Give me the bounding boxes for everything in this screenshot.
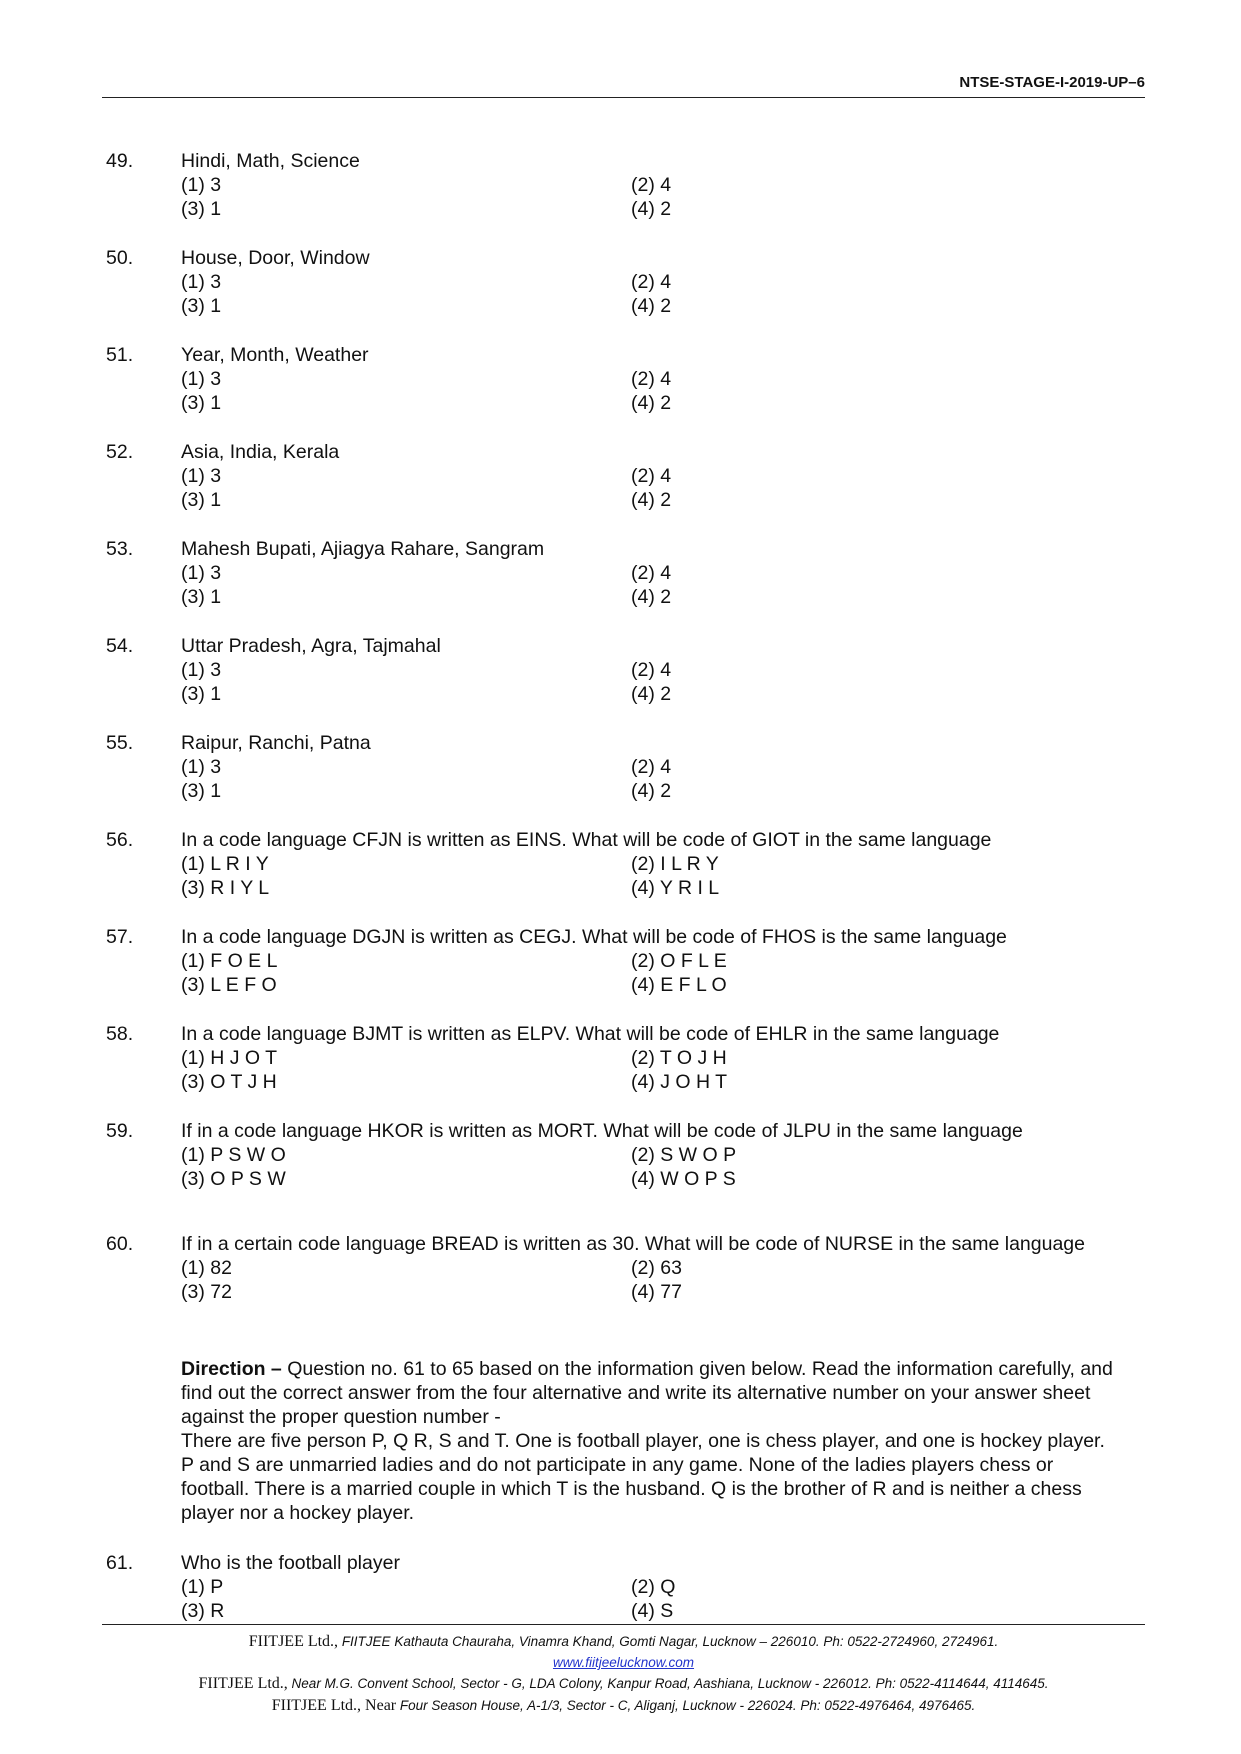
- answer-option: (2) 4: [631, 271, 672, 293]
- option-grid: [181, 1575, 1146, 1623]
- answer-option: (3) O P S W: [181, 1168, 286, 1190]
- question-item: [106, 149, 1146, 221]
- answer-option: (4) 2: [631, 198, 672, 220]
- answer-option: (2) O F L E: [631, 950, 727, 972]
- question-stem: In a code language DGJN is written as CEGJ. What will be code of FHOS is the same language: [181, 926, 1007, 948]
- option-grid: [181, 658, 1146, 706]
- question-stem: Raipur, Ranchi, Patna: [181, 732, 371, 754]
- footer-brand: FIITJEE Ltd.,: [271, 1697, 362, 1714]
- answer-option: (4) S: [631, 1600, 674, 1622]
- question-stem: If in a code language HKOR is written as MORT. What will be code of JLPU in the same language: [181, 1120, 1023, 1142]
- question-number: 52.: [106, 441, 134, 463]
- direction-label: Direction –: [181, 1358, 282, 1380]
- answer-option: (3) 1: [181, 489, 222, 511]
- question-item: [106, 246, 1146, 318]
- question-number: 57.: [106, 926, 134, 948]
- question-stem: Uttar Pradesh, Agra, Tajmahal: [181, 635, 441, 657]
- answer-option: (1) P S W O: [181, 1144, 286, 1166]
- question-stem: House, Door, Window: [181, 247, 370, 269]
- question-number: 58.: [106, 1023, 134, 1045]
- question-item: [106, 1022, 1146, 1094]
- question-stem: Hindi, Math, Science: [181, 150, 360, 172]
- option-grid: [181, 173, 1146, 221]
- answer-option: (3) 1: [181, 586, 222, 608]
- answer-option: (2) 63: [631, 1257, 682, 1279]
- question-stem: Year, Month, Weather: [181, 344, 369, 366]
- answer-option: (1) 3: [181, 465, 222, 487]
- question-number: 50.: [106, 247, 134, 269]
- answer-option: (1) H J O T: [181, 1047, 278, 1069]
- answer-option: (3) O T J H: [181, 1071, 277, 1093]
- footer-brand: FIITJEE Ltd.,: [248, 1633, 339, 1650]
- question-number: 51.: [106, 344, 134, 366]
- answer-option: (4) W O P S: [631, 1168, 736, 1190]
- answer-option: (3) L E F O: [181, 974, 277, 996]
- option-grid: [181, 270, 1146, 318]
- answer-option: (3) R I Y L: [181, 877, 270, 899]
- footer-line-3: [102, 1697, 1145, 1715]
- answer-option: (4) E F L O: [631, 974, 727, 996]
- answer-option: (1) 3: [181, 659, 222, 681]
- option-grid: [181, 1143, 1146, 1191]
- question-number: 53.: [106, 538, 134, 560]
- question-item: [106, 731, 1146, 803]
- answer-option: (2) T O J H: [631, 1047, 727, 1069]
- question-item: [106, 828, 1146, 900]
- question-stem: If in a certain code language BREAD is written as 30. What will be code of NURSE in the same language: [181, 1233, 1085, 1255]
- question-item: [106, 634, 1146, 706]
- option-grid: [181, 852, 1146, 900]
- footer-divider: [102, 1624, 1145, 1625]
- question-number: 61.: [106, 1552, 134, 1574]
- question-number: 56.: [106, 829, 134, 851]
- question-number: 49.: [106, 150, 134, 172]
- footer-near: Near: [361, 1697, 397, 1714]
- question-item: [106, 537, 1146, 609]
- question-item: [106, 440, 1146, 512]
- answer-option: (4) 77: [631, 1281, 682, 1303]
- question-number: 59.: [106, 1120, 134, 1142]
- answer-option: (1) 3: [181, 562, 222, 584]
- question-stem: Asia, India, Kerala: [181, 441, 340, 463]
- answer-option: (2) 4: [631, 465, 672, 487]
- answer-option: (2) 4: [631, 562, 672, 584]
- answer-option: (1) P: [181, 1576, 224, 1598]
- answer-option: (3) 72: [181, 1281, 232, 1303]
- footer-line-1: [102, 1633, 1145, 1651]
- answer-option: (2) 4: [631, 756, 672, 778]
- answer-option: (3) 1: [181, 683, 222, 705]
- footer-line-2: [102, 1675, 1145, 1693]
- answer-option: (4) 2: [631, 295, 672, 317]
- question-stem: Mahesh Bupati, Ajiagya Rahare, Sangram: [181, 538, 545, 560]
- answer-option: (4) 2: [631, 586, 672, 608]
- answer-option: (2) 4: [631, 174, 672, 196]
- answer-option: (3) R: [181, 1600, 225, 1622]
- question-item: [106, 1551, 1146, 1623]
- answer-option: (2) 4: [631, 659, 672, 681]
- question-stem: In a code language BJMT is written as ELPV. What will be code of EHLR in the same language: [181, 1023, 1000, 1045]
- answer-option: (1) 3: [181, 271, 222, 293]
- question-item: [106, 925, 1146, 997]
- direction-text: Question no. 61 to 65 based on the information given below. Read the information carefully, and find out the correct answer from the four alternative and write its alternative number on your answer sheet against the proper question number -: [181, 1358, 1113, 1428]
- footer-website-line: [102, 1655, 1145, 1672]
- answer-option: (4) 2: [631, 683, 672, 705]
- answer-option: (3) 1: [181, 198, 222, 220]
- answer-option: (4) 2: [631, 489, 672, 511]
- answer-option: (3) 1: [181, 780, 222, 802]
- answer-option: (4) J O H T: [631, 1071, 728, 1093]
- question-stem: Who is the football player: [181, 1552, 400, 1574]
- answer-option: (4) 2: [631, 780, 672, 802]
- option-grid: [181, 949, 1146, 997]
- answer-option: (1) F O E L: [181, 950, 278, 972]
- question-stem: In a code language CFJN is written as EINS. What will be code of GIOT in the same language: [181, 829, 992, 851]
- answer-option: (1) 82: [181, 1257, 232, 1279]
- answer-option: (4) Y R I L: [631, 877, 720, 899]
- header-divider: [102, 97, 1145, 98]
- footer-address: Near M.G. Convent School, Sector - G, LDA Colony, Kanpur Road, Aashiana, Lucknow - 226012. Ph: 0522-4114644, 4114645.: [287, 1676, 1049, 1691]
- option-grid: [181, 1256, 1146, 1304]
- answer-option: (2) S W O P: [631, 1144, 737, 1166]
- footer-address: FIITJEE Kathauta Chauraha, Vinamra Khand, Gomti Nagar, Lucknow – 226010. Ph: 0522-2724960, 2724961.: [338, 1634, 999, 1649]
- option-grid: [181, 755, 1146, 803]
- question-number: 55.: [106, 732, 134, 754]
- direction-info: There are five person P, Q R, S and T. One is football player, one is chess player, and one is hockey player. P and S are unmarried ladies and do not participate in any game. None of the ladies players chess or football. There is a married couple in which T is the husband. Q is the brother of R and is neither a chess player nor a hockey player.: [181, 1430, 1105, 1524]
- answer-option: (2) I L R Y: [631, 853, 719, 875]
- footer-brand: FIITJEE Ltd.,: [198, 1675, 288, 1692]
- answer-option: (3) 1: [181, 392, 222, 414]
- answer-option: (1) 3: [181, 756, 222, 778]
- answer-option: (2) 4: [631, 368, 672, 390]
- option-grid: [181, 367, 1146, 415]
- answer-option: (1) 3: [181, 174, 222, 196]
- answer-option: (2) Q: [631, 1576, 676, 1598]
- footer-website-link[interactable]: www.fiitjeelucknow.com: [552, 1655, 695, 1670]
- option-grid: [181, 561, 1146, 609]
- answer-option: (1) 3: [181, 368, 222, 390]
- question-number: 60.: [106, 1233, 134, 1255]
- option-grid: [181, 1046, 1146, 1094]
- answer-option: (1) L R I Y: [181, 853, 269, 875]
- question-item: [106, 1232, 1146, 1304]
- answer-option: (4) 2: [631, 392, 672, 414]
- page-header-title: NTSE-STAGE-I-2019-UP–6: [959, 74, 1145, 91]
- question-item: [106, 1119, 1146, 1191]
- question-number: 54.: [106, 635, 134, 657]
- direction-block: [181, 1357, 1121, 1525]
- question-item: [106, 343, 1146, 415]
- answer-option: (3) 1: [181, 295, 222, 317]
- footer-address: Four Season House, A-1/3, Sector - C, Aliganj, Lucknow - 226024. Ph: 0522-4976464, 4976465.: [396, 1698, 976, 1713]
- option-grid: [181, 464, 1146, 512]
